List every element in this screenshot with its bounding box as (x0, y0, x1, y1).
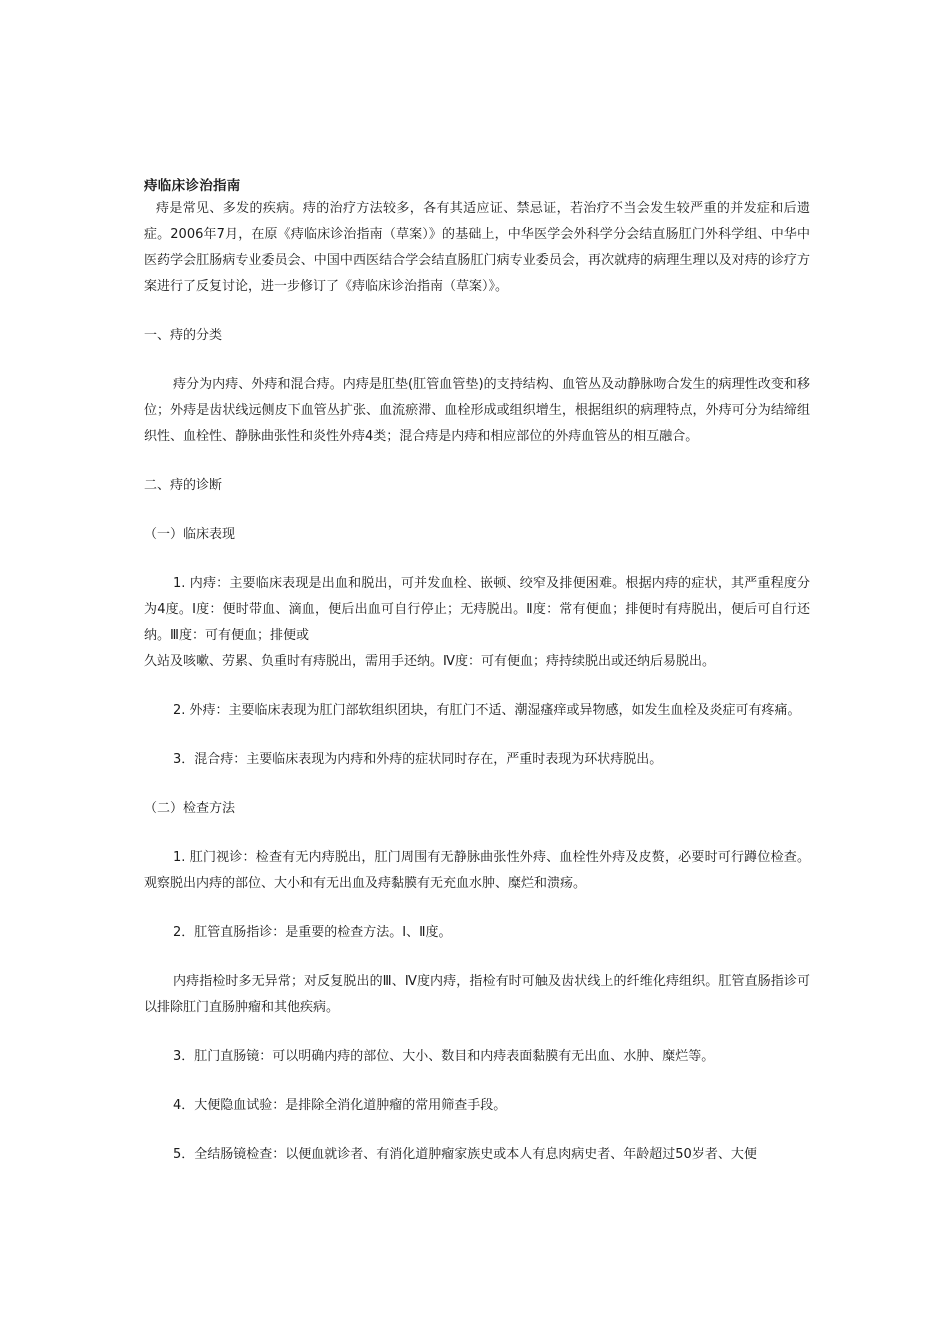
external-hemorrhoid-paragraph: 2. 外痔：主要临床表现为肛门部软组织团块，有肛门不适、潮湿瘙痒或异物感，如发生血栓及炎症可有疼痛。 (173, 703, 801, 718)
digital-exam-paragraph: 2．肛管直肠指诊：是重要的检查方法。Ⅰ、Ⅱ度。 (173, 925, 452, 940)
colonoscopy-paragraph: 5．全结肠镜检查：以便血就诊者、有消化道肿瘤家族史或本人有息肉病史者、年龄超过50岁者、大便 (173, 1147, 757, 1162)
digital-exam-continuation: 内痔指检时多无异常；对反复脱出的Ⅲ、Ⅳ度内痔，指检有时可触及齿状线上的纤维化痔组织。肛管直肠指诊可以排除肛门直肠肿瘤和其他疾病。 (144, 974, 810, 1015)
document-title: 痔临床诊治指南 (144, 178, 241, 194)
occult-blood-paragraph: 4．大便隐血试验：是排除全消化道肿瘤的常用筛查手段。 (173, 1098, 507, 1113)
subsection-heading-examination: （二）检查方法 (144, 801, 236, 816)
anal-inspection-paragraph: 1. 肛门视诊：检查有无内痔脱出，肛门周围有无静脉曲张性外痔、血栓性外痔及皮赘，必要时可行蹲位检查。观察脱出内痔的部位、大小和有无出血及痔黏膜有无充血水肿、糜烂和溃疡。 (144, 850, 810, 891)
section-heading-classification: 一、痔的分类 (144, 328, 223, 343)
classification-paragraph: 痔分为内痔、外痔和混合痔。内痔是肛垫(肛管血管垫)的支持结构、血管丛及动静脉吻合发生的病理性改变和移位；外痔是齿状线远侧皮下血管丛扩张、血流瘀滞、血栓形成或组织增生，根据组织的病理特点，外痔可分为结缔组织性、血栓性、静脉曲张性和炎性外痔4类；混合痔是内痔和相应部位的外痔血管丛的相互融合。 (144, 377, 810, 444)
document-page (144, 176, 810, 1168)
internal-hemorrhoid-paragraph: 1. 内痔：主要临床表现是出血和脱出，可并发血栓、嵌顿、绞窄及排便困难。根据内痔的症状，其严重程度分为4度。Ⅰ度：便时带血、滴血，便后出血可自行停止；无痔脱出。Ⅱ度：常有便血；排便时有痔脱出，便后可自行还纳。Ⅲ度：可有便血；排便或 (144, 576, 810, 643)
intro-paragraph: 痔是常见、多发的疾病。痔的治疗方法较多，各有其适应证、禁忌证，若治疗不当会发生较严重的并发症和后遗症。2006年7月，在原《痔临床诊治指南（草案）》的基础上，中华医学会外科学分会结直肠肛门外科学组、中华中医药学会肛肠病专业委员会、中国中西医结合学会结直肠肛门病专业委员会，再次就痔的病理生理以及对痔的诊疗方案进行了反复讨论，进一步修订了《痔临床诊治指南（草案）》。 (144, 201, 810, 294)
internal-hemorrhoid-paragraph-cont: 久站及咳嗽、劳累、负重时有痔脱出，需用手还纳。Ⅳ度：可有便血；痔持续脱出或还纳后易脱出。 (144, 654, 715, 669)
mixed-hemorrhoid-paragraph: 3．混合痔：主要临床表现为内痔和外痔的症状同时存在，严重时表现为环状痔脱出。 (173, 752, 663, 767)
subsection-heading-clinical: （一）临床表现 (144, 527, 236, 542)
section-heading-diagnosis: 二、痔的诊断 (144, 478, 223, 493)
anoscopy-paragraph: 3．肛门直肠镜：可以明确内痔的部位、大小、数目和内痔表面黏膜有无出血、水肿、糜烂等。 (173, 1049, 715, 1064)
